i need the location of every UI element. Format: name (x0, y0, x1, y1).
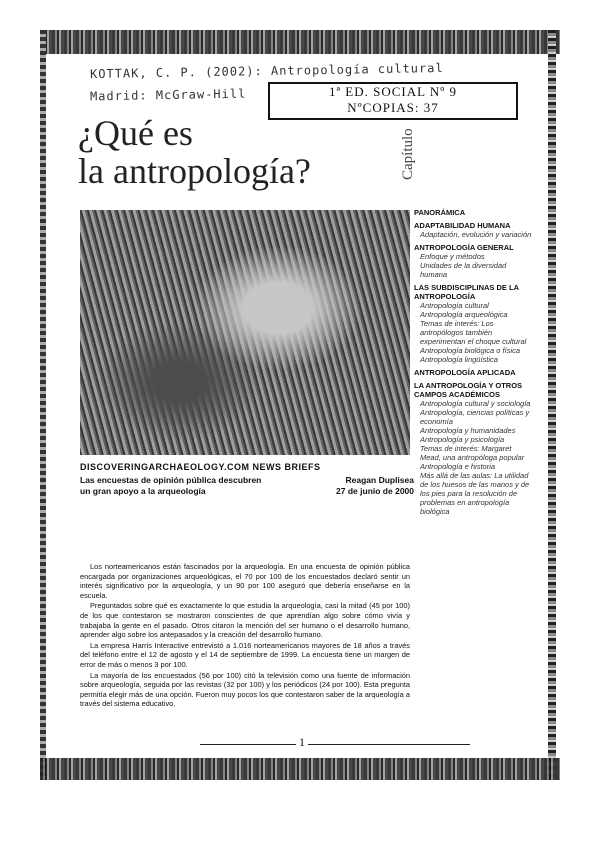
contents-item: Temas de interés: Los antropólogos también experimentan el choque cultural (420, 319, 527, 346)
contents-item: Unidades de la diversidad humana (420, 261, 507, 279)
contents-item: Antropología e historia (420, 462, 496, 471)
scan-top-noise (40, 30, 560, 54)
contents-item: Antropología, ciencias políticas y economía (420, 408, 530, 426)
contents-section: LA ANTROPOLOGÍA Y OTROS CAMPOS ACADÉMICOS (414, 381, 523, 399)
contents-item: Temas de interés: Margaret Mead, una antropóloga popular (420, 444, 525, 462)
contents-item: Antropología lingüística (420, 355, 498, 364)
chapter-title-line2: la antropología? (78, 151, 311, 191)
page-number: 1 (296, 735, 308, 750)
contents-section: PANORÁMICA (414, 208, 466, 217)
contents-section: ANTROPOLOGÍA GENERAL (414, 243, 514, 252)
contents-item: Antropología biológica o física (420, 346, 521, 355)
contents-section: LAS SUBDISCIPLINAS DE LA ANTROPOLOGÍA (414, 283, 519, 301)
body-paragraph: Preguntados sobre qué es exactamente lo que estudia la arqueología, casi la mitad (45 por 100) de los que contestaron se mostraron conscientes de que aprendían algo sobre cómo vivía y trabajaba la gente en el pasado. Otros citaron la mención del ser humano o el desarrollo humano, aprender algo sobre los antepasados y la creación del desarrollo humano. (80, 601, 410, 640)
contents-section: ANTROPOLOGÍA APLICADA (414, 368, 516, 377)
article-body (80, 562, 410, 710)
chapter-contents (414, 204, 534, 516)
news-heading: DISCOVERINGARCHAEOLOGY.COM NEWS BRIEFS (80, 462, 321, 472)
news-subtitle-line1: Las encuestas de opinión pública descubren (80, 475, 262, 485)
body-paragraph: Los norteamericanos están fascinados por la arqueología. En una encuesta de opinión pública encargada por organizaciones arqueológicas, el 70 por 100 de los encuestados declaró sentir un interés significativo por la arqueología, y un 90 por 100 aseguró que debería enseñarse en la escuela. (80, 562, 410, 600)
chapter-title-line1: ¿Qué es (78, 113, 193, 153)
contents-item: Antropología cultural y sociología (420, 399, 531, 408)
handwritten-citation-line1: KOTTAK, C. P. (2002): Antropología cultural (89, 60, 444, 82)
chapter-title (78, 114, 378, 190)
contents-item: Adaptación, evolución y variación (420, 230, 532, 239)
contents-item: Más allá de las aulas: La utilidad de los huesos de las manos y de los pies para la resolución de problemas en antropología biológica (420, 471, 530, 516)
news-byline (322, 475, 414, 497)
contents-item: Antropología cultural (420, 301, 489, 310)
archaeology-photo (80, 210, 410, 455)
contents-item: Antropología arqueológica (420, 310, 508, 319)
stamp-line1: 1ª ED. SOCIAL Nº 9 (328, 84, 458, 99)
news-date: 27 de junio de 2000 (336, 486, 414, 496)
news-author: Reagan Duplisea (345, 475, 414, 485)
body-paragraph: La empresa Harris Interactive entrevistó a 1.016 norteamericanos mayores de 18 años a través del teléfono entre el 12 de agosto y el 14 de septiembre de 1999. La encuesta tiene un margen de error de más o menos 3 por 100. (80, 640, 410, 669)
contents-item: Antropología y humanidades (420, 426, 516, 435)
news-subtitle (80, 475, 310, 497)
contents-item: Enfoque y métodos (420, 252, 485, 261)
news-subtitle-line2: un gran apoyo a la arqueología (80, 486, 206, 496)
contents-item: Antropología y psicología (420, 435, 505, 444)
stamp-line2: NºCOPIAS: 37 (347, 100, 439, 115)
chapter-label: Capítulo (400, 128, 416, 180)
handwritten-citation-line2: Madrid: McGraw-Hill (89, 86, 247, 104)
body-paragraph: La mayoría de los encuestados (56 por 100) citó la televisión como una fuente de información sobre arqueología, seguida por las revistas (32 por 100) y los periódicos (24 por 100). Esta pregunta permitía elegir más de una opción. Fueron muy pocos los que contestaron saber de la arqueología a través del sistema educativo. (80, 670, 410, 709)
scan-bottom-noise (40, 758, 560, 780)
scan-left-edge (40, 30, 46, 780)
footer-rule (200, 744, 470, 745)
contents-section: ADAPTABILIDAD HUMANA (414, 221, 511, 230)
scan-right-edge (548, 30, 556, 780)
